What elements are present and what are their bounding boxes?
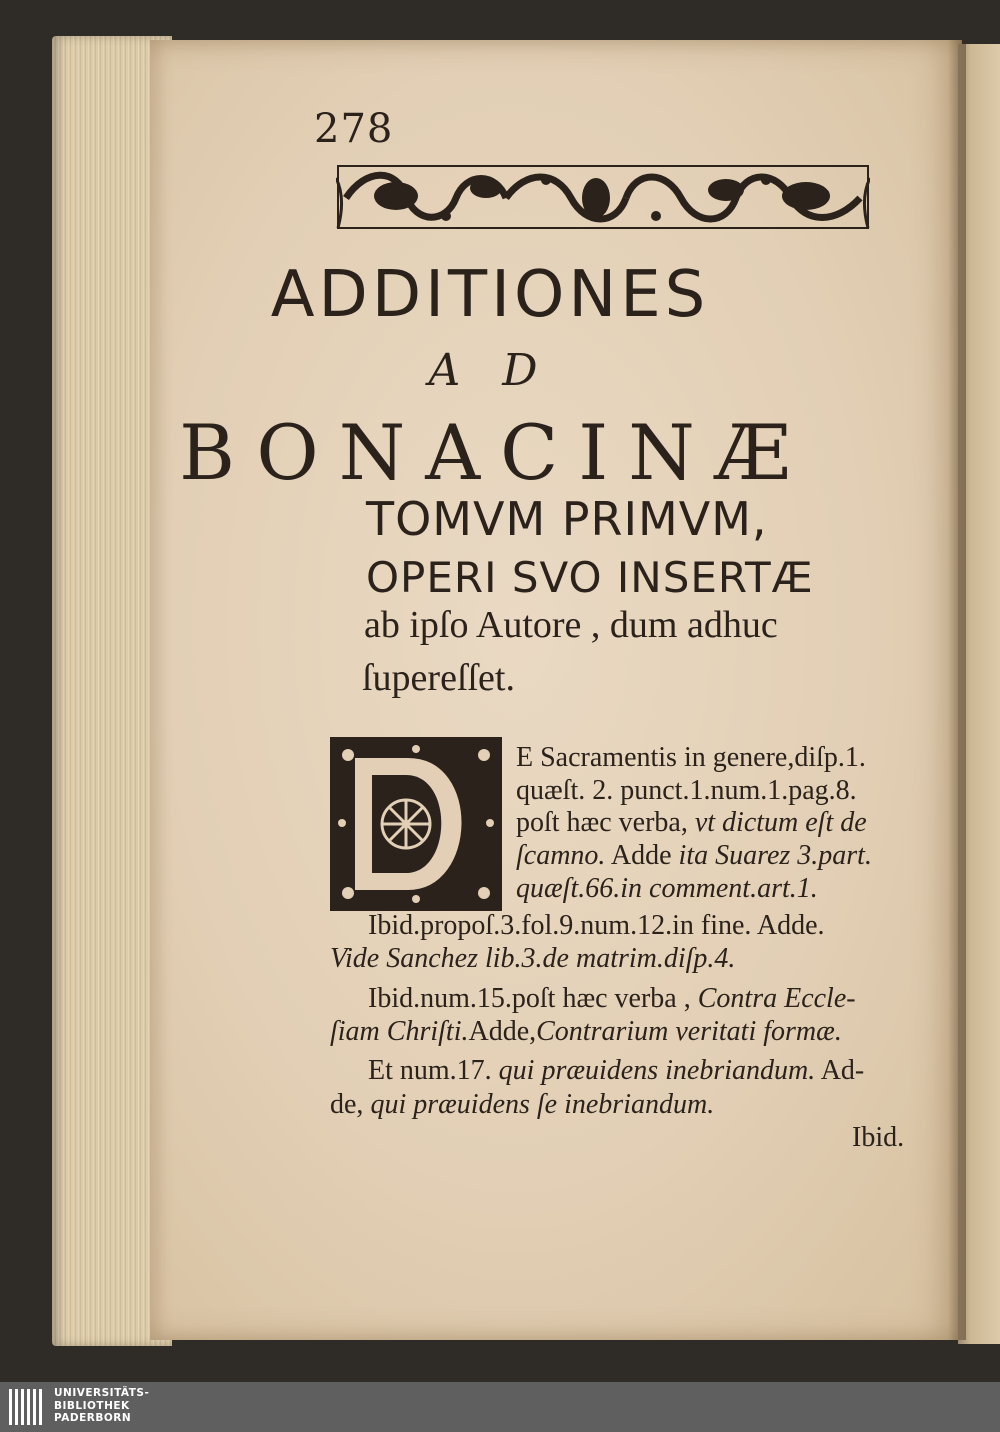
catchword: Ibid.: [852, 1122, 905, 1153]
body-line: Ibid.propoſ.3.fol.9.num.12.in fine. Adde.: [368, 910, 825, 941]
title-ad: A D: [428, 345, 552, 396]
library-footer: [0, 1382, 1000, 1432]
title-ab-ipso: ab ipſo Autore , dum adhuc: [364, 604, 778, 646]
title-superesset: ſupereſſet.: [362, 657, 515, 699]
body-line: poſt hæc verba, vt dictum eſt de: [516, 807, 867, 838]
title-operi-suo: OPERI SVO INSERTÆ: [366, 553, 814, 602]
title-bonacinae: BONACINÆ: [179, 408, 811, 497]
page-number: 278: [314, 106, 394, 152]
ornamental-headpiece: [336, 158, 870, 236]
body-line: de, qui præuidens ſe inebriandum.: [330, 1089, 715, 1120]
body-line: E Sacramentis in genere,diſp.1.: [516, 742, 866, 773]
title-additiones: ADDITIONES: [270, 258, 710, 332]
title-tomum-primum: TOMVM PRIMVM,: [366, 492, 768, 546]
body-line: Vide Sanchez lib.3.de matrim.diſp.4.: [330, 943, 736, 974]
library-name: UNIVERSITÄTS- BIBLIOTHEK PADERBORN: [54, 1387, 150, 1424]
body-line: Ibid.num.15.poſt hæc verba , Contra Eccle-: [368, 983, 856, 1014]
library-logo-icon: [8, 1387, 48, 1427]
body-line: quæſt.66.in comment.art.1.: [516, 873, 818, 904]
decorated-initial: [328, 735, 504, 913]
body-line: ſcamno. Adde ita Suarez 3.part.: [516, 840, 872, 871]
gutter-shadow: [948, 40, 966, 1340]
body-line: ſiam Chriſti.Adde,Contrarium veritati formæ.: [330, 1016, 842, 1047]
body-line: Et num.17. qui præuidens inebriandum. Ad-: [368, 1055, 865, 1086]
body-line: quæſt. 2. punct.1.num.1.pag.8.: [516, 775, 857, 806]
